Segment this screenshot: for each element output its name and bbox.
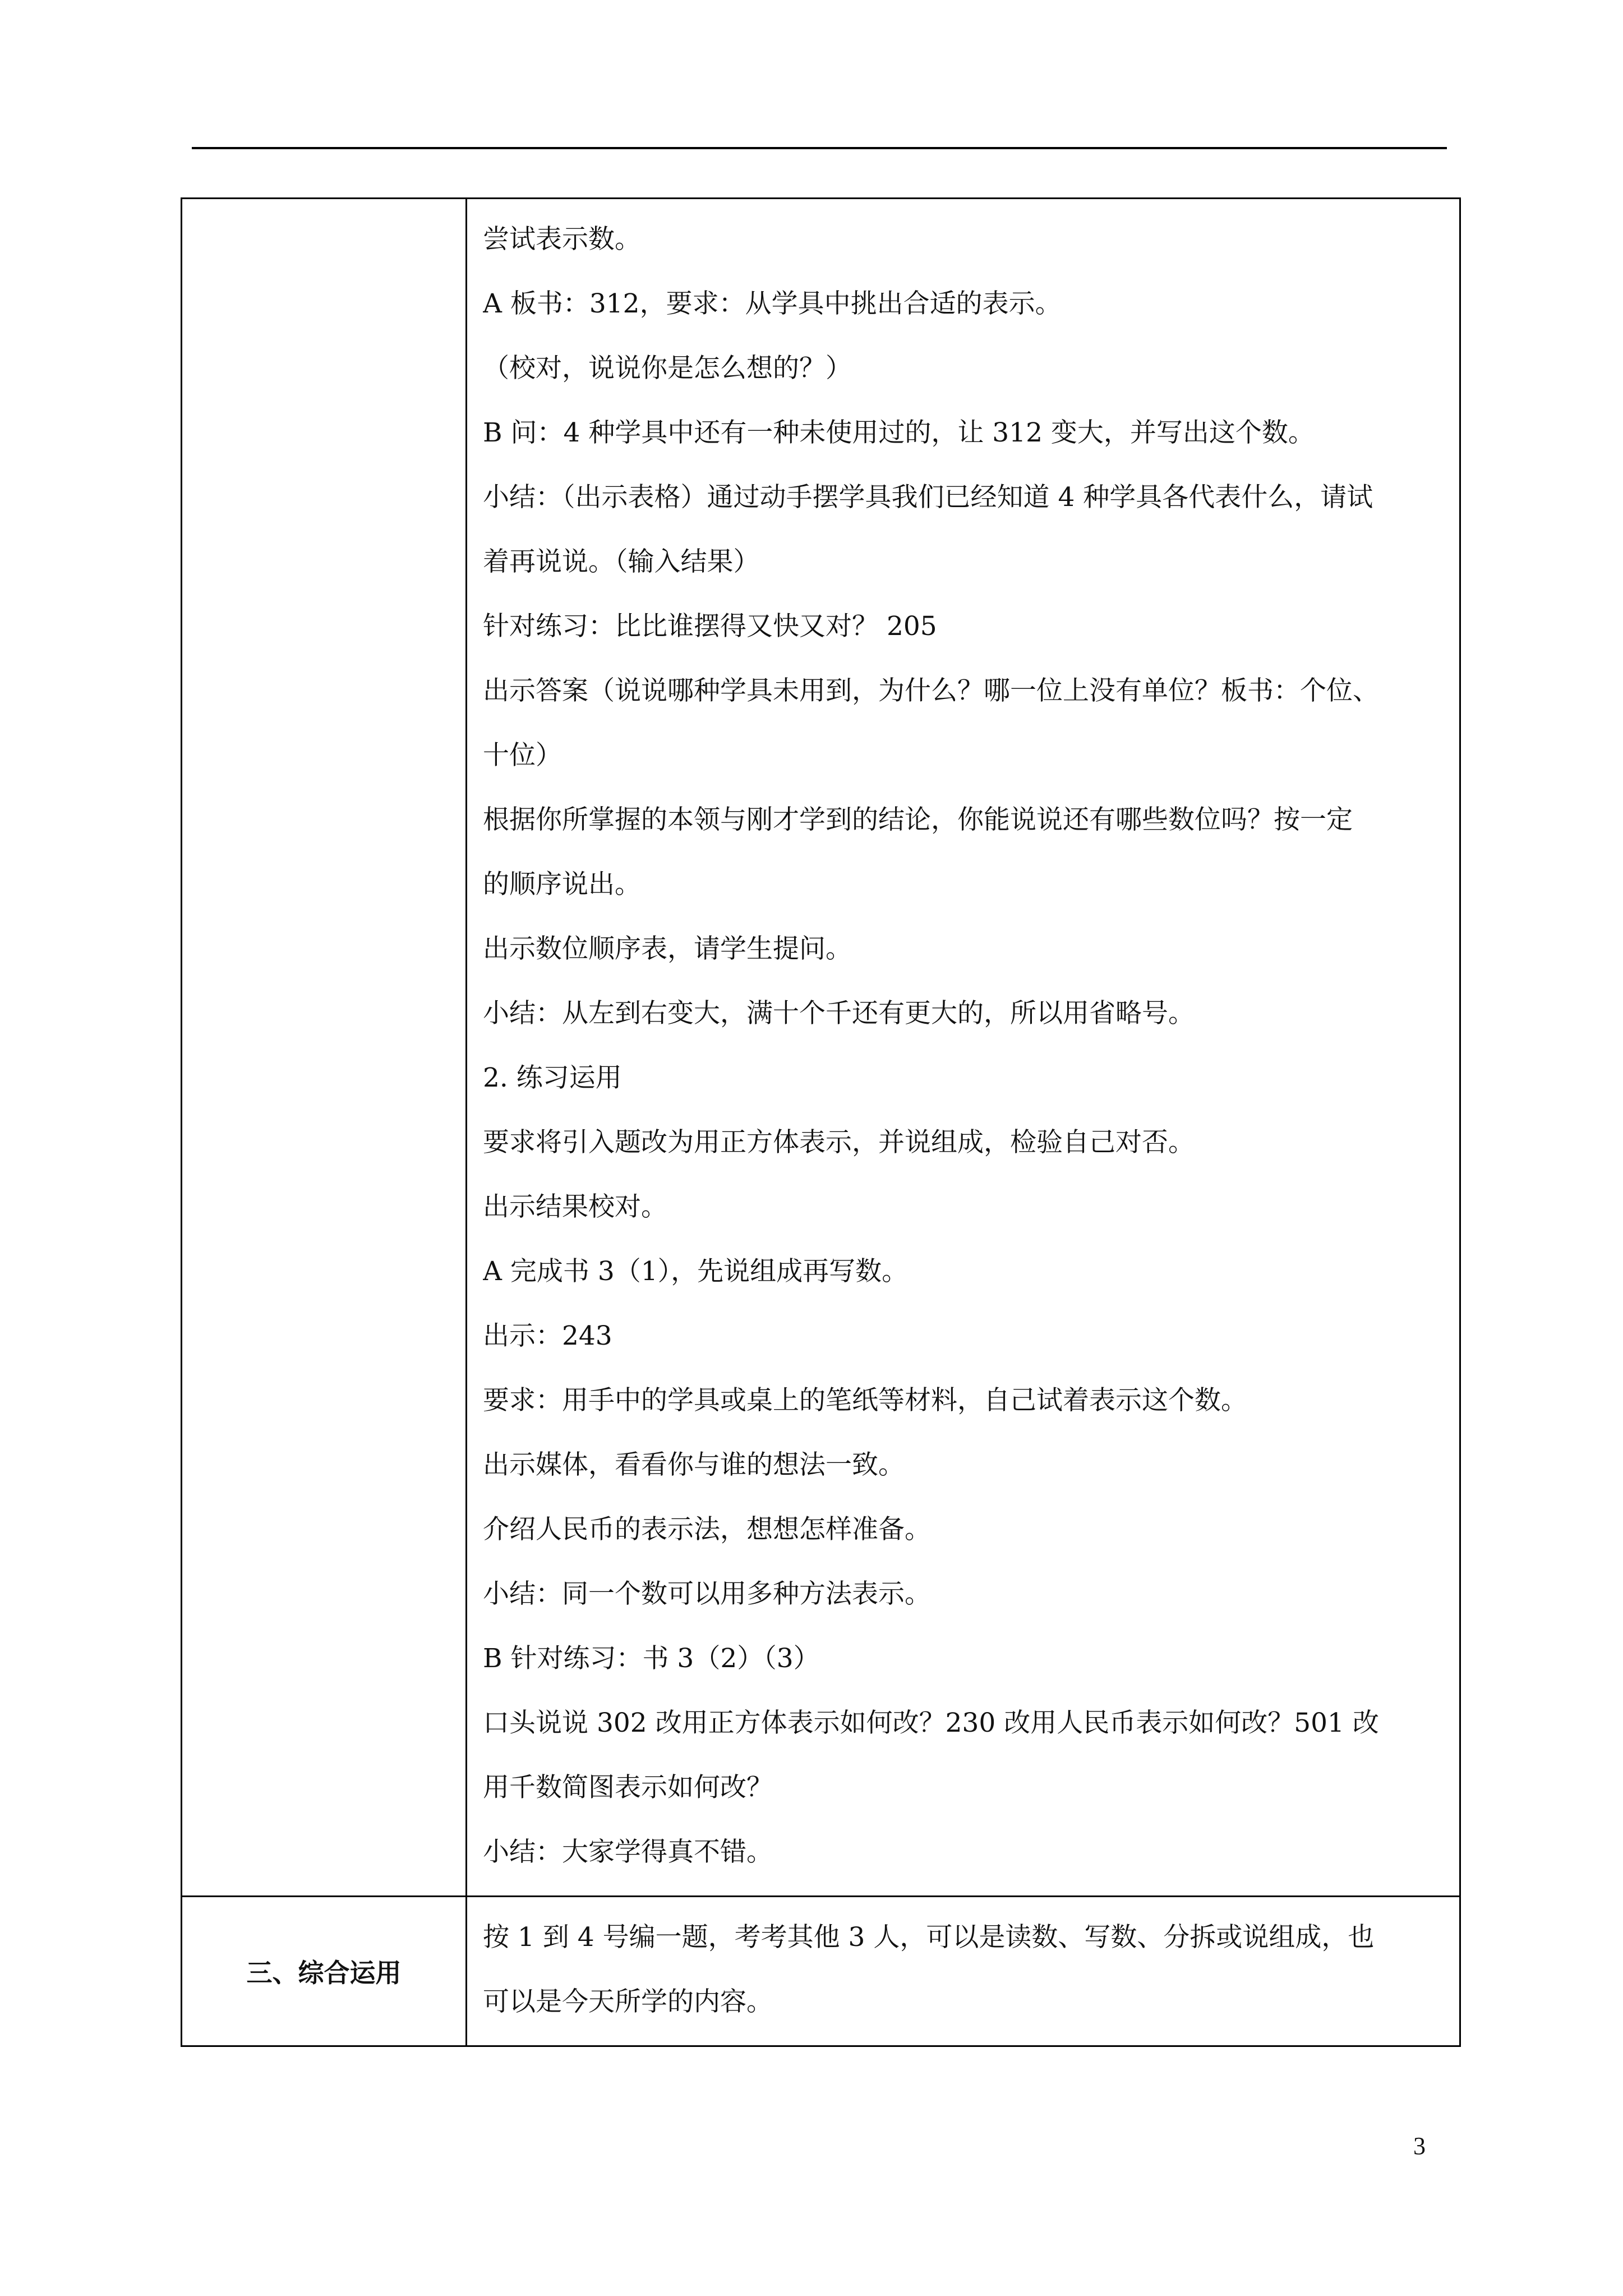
content-line: B 问：4 种学具中还有一种未使用过的，让 312 变大，并写出这个数。 (483, 417, 1315, 448)
content-line: 出示：243 (483, 1320, 612, 1351)
content-line: 要求：用手中的学具或桌上的笔纸等材料，自己试着表示这个数。 (483, 1385, 1247, 1416)
content-line: 根据你所掌握的本领与刚才学到的结论，你能说说还有哪些数位吗？按一定 (483, 804, 1353, 835)
content-line: 出示结果校对。 (483, 1191, 667, 1222)
content-line: 出示答案（说说哪种学具未用到，为什么？哪一位上没有单位？板书：个位、 (483, 675, 1379, 706)
content-line: 可以是今天所学的内容。 (483, 1986, 773, 2017)
content-cell (467, 199, 1460, 1897)
content-line: 小结：大家学得真不错。 (483, 1837, 773, 1867)
step-label-cell: 三、综合运用 (182, 1897, 467, 2046)
table-row (182, 1897, 1460, 2046)
header-rule (192, 147, 1447, 149)
step-label-cell (182, 199, 467, 1897)
table-row (182, 199, 1460, 1897)
content-line: 按 1 到 4 号编一题，考考其他 3 人，可以是读数、写数、分拆或说组成，也 (483, 1922, 1375, 1953)
content-line: （校对，说说你是怎么想的？） (483, 353, 852, 384)
page-number: 3 (1413, 2132, 1426, 2160)
content-line: 针对练习：比比谁摆得又快又对？ 205 (483, 611, 937, 642)
content-line: 尝试表示数。 (483, 224, 641, 255)
content-line: 着再说说。（输入结果） (483, 546, 760, 577)
content-line: 2. 练习运用 (483, 1062, 622, 1093)
content-line: 口头说说 302 改用正方体表示如何改？230 改用人民币表示如何改？501 改 (483, 1708, 1379, 1738)
content-line: 出示数位顺序表，请学生提问。 (483, 933, 852, 964)
content-line: 小结：同一个数可以用多种方法表示。 (483, 1579, 931, 1609)
content-line: 要求将引入题改为用正方体表示，并说组成，检验自己对否。 (483, 1127, 1195, 1158)
content-line: A 完成书 3（1），先说组成再写数。 (483, 1256, 909, 1287)
content-line: 十位） (483, 740, 562, 771)
content-line: 的顺序说出。 (483, 869, 641, 900)
content-line: 用千数简图表示如何改？ (483, 1772, 773, 1803)
content-line: 小结：从左到右变大，满十个千还有更大的，所以用省略号。 (483, 998, 1195, 1029)
content-line: B 针对练习：书 3（2）（3） (483, 1643, 820, 1674)
content-cell (467, 1897, 1460, 2046)
content-line: 出示媒体，看看你与谁的想法一致。 (483, 1450, 905, 1480)
content-line: A 板书：312，要求：从学具中挑出合适的表示。 (483, 288, 1062, 319)
content-line: 介绍人民币的表示法，想想怎样准备。 (483, 1514, 931, 1545)
content-line: 小结：（出示表格）通过动手摆学具我们已经知道 4 种学具各代表什么，请试 (483, 482, 1373, 513)
lesson-plan-table (181, 197, 1461, 2047)
